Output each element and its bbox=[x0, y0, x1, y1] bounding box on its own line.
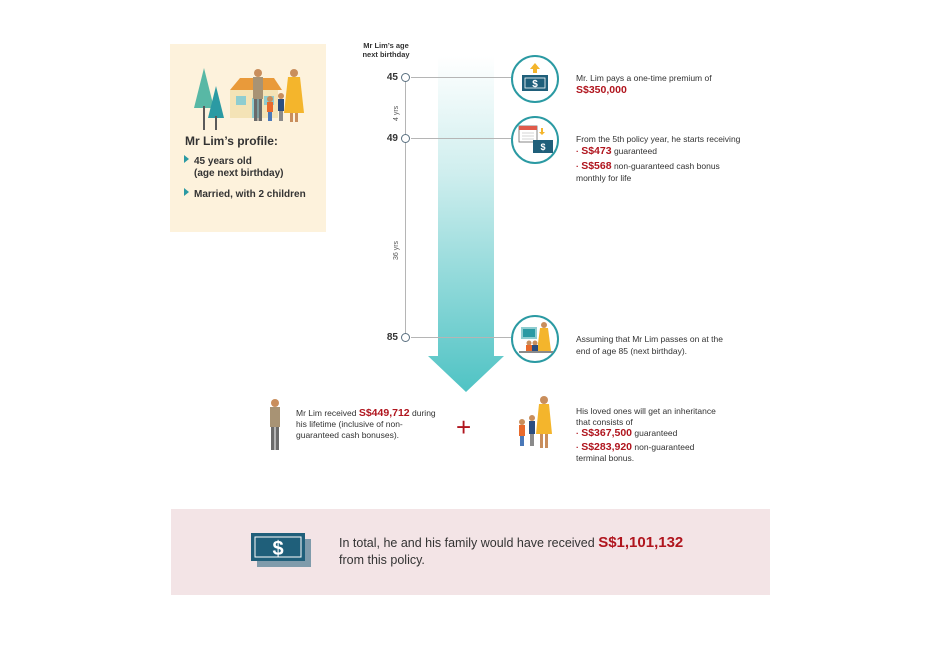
income-bonus-label: non-guaranteed cash bonus bbox=[611, 161, 720, 171]
premium-amount: S$350,000 bbox=[576, 84, 627, 96]
income-guaranteed-amount: S$473 bbox=[581, 145, 612, 157]
received-prefix: Mr Lim received bbox=[296, 408, 359, 418]
total-text bbox=[339, 534, 683, 569]
age-49-label: 49 bbox=[386, 133, 398, 144]
age-49-connector bbox=[411, 138, 511, 139]
inheritance-event-icon bbox=[511, 315, 559, 363]
received-rest: during his lifetime (inclusive of non-guaranteed cash bonuses). bbox=[296, 408, 436, 440]
timeline-arrow bbox=[428, 56, 504, 392]
profile-family-item bbox=[184, 188, 306, 201]
inheritance-guaranteed-line: · S$367,500 guaranteed bbox=[576, 427, 678, 439]
income-guaranteed-label: guaranteed bbox=[611, 146, 657, 156]
income-bonus-line: · S$568 non-guaranteed cash bonus bbox=[576, 160, 720, 172]
inheritance-bonus-line: · S$283,920 non-guaranteed terminal bonus. bbox=[576, 441, 695, 463]
family-figures-icon bbox=[514, 394, 554, 450]
received-amount: S$449,712 bbox=[358, 407, 410, 419]
age-49-node bbox=[401, 134, 410, 143]
plus-sign: + bbox=[456, 412, 472, 442]
age-45-label: 45 bbox=[386, 72, 398, 83]
received-summary bbox=[296, 408, 436, 441]
event-premium bbox=[576, 72, 766, 96]
income-guaranteed-line: · S$473 guaranteed bbox=[576, 145, 657, 157]
profile-age: 45 years old bbox=[194, 156, 252, 167]
svg-text:$: $ bbox=[272, 538, 284, 560]
inheritance-guaranteed-amount: S$367,500 bbox=[581, 427, 633, 439]
inheritance-text: His loved ones will get an inheritance that consists of bbox=[576, 406, 716, 427]
svg-text:$: $ bbox=[532, 79, 538, 90]
dollar-upload-icon bbox=[513, 57, 557, 101]
age-85-connector bbox=[411, 337, 511, 338]
age-85-label: 85 bbox=[386, 332, 398, 343]
profile-title: Mr Lim’s profile: bbox=[185, 134, 278, 148]
bullet-triangle-icon bbox=[184, 155, 189, 163]
event-passing: Assuming that Mr Lim passes on at the end of age 85 (next birthday). bbox=[576, 334, 723, 356]
family-inheritance-icon bbox=[513, 317, 557, 361]
timeline-line bbox=[405, 78, 406, 338]
income-bonus-amount: S$568 bbox=[581, 160, 612, 172]
span-4-yrs: 4 yrs bbox=[393, 105, 400, 121]
inheritance-guaranteed-label: guaranteed bbox=[632, 428, 678, 438]
inheritance-bonus-amount: S$283,920 bbox=[581, 441, 633, 453]
calendar-dollar-icon bbox=[513, 118, 557, 162]
profile-age-item bbox=[184, 155, 283, 180]
bullet-triangle-icon bbox=[184, 188, 189, 196]
event-income-text: From the 5th policy year, he starts receiving bbox=[576, 134, 741, 144]
monthly-income-icon bbox=[511, 116, 559, 164]
profile-age-note: (age next birthday) bbox=[194, 168, 284, 179]
inheritance-summary bbox=[576, 406, 726, 464]
family-illustration bbox=[190, 68, 310, 130]
income-tail: monthly for life bbox=[576, 173, 632, 183]
total-amount: S$1,101,132 bbox=[598, 534, 684, 551]
dollar-bills-icon bbox=[251, 533, 313, 569]
event-premium-text: Mr. Lim pays a one-time premium of bbox=[576, 73, 712, 83]
total-prefix: In total, he and his family would have received bbox=[339, 536, 599, 550]
man-figure-icon bbox=[266, 398, 284, 452]
profile-card bbox=[170, 44, 326, 232]
span-36-yrs: 36 yrs bbox=[393, 240, 400, 260]
total-summary-box bbox=[171, 509, 770, 595]
inheritance-bonus-label: non-guaranteed terminal bonus. bbox=[576, 442, 695, 463]
profile-family: Married, with 2 children bbox=[194, 189, 306, 200]
age-45-node bbox=[401, 73, 410, 82]
timeline-header: Mr Lim’s age next birthday bbox=[362, 41, 410, 59]
age-45-connector bbox=[411, 77, 511, 78]
total-suffix: from this policy. bbox=[339, 553, 425, 567]
svg-text:$: $ bbox=[540, 142, 546, 152]
event-monthly-income bbox=[576, 133, 766, 184]
premium-icon bbox=[511, 55, 559, 103]
age-85-node bbox=[401, 333, 410, 342]
